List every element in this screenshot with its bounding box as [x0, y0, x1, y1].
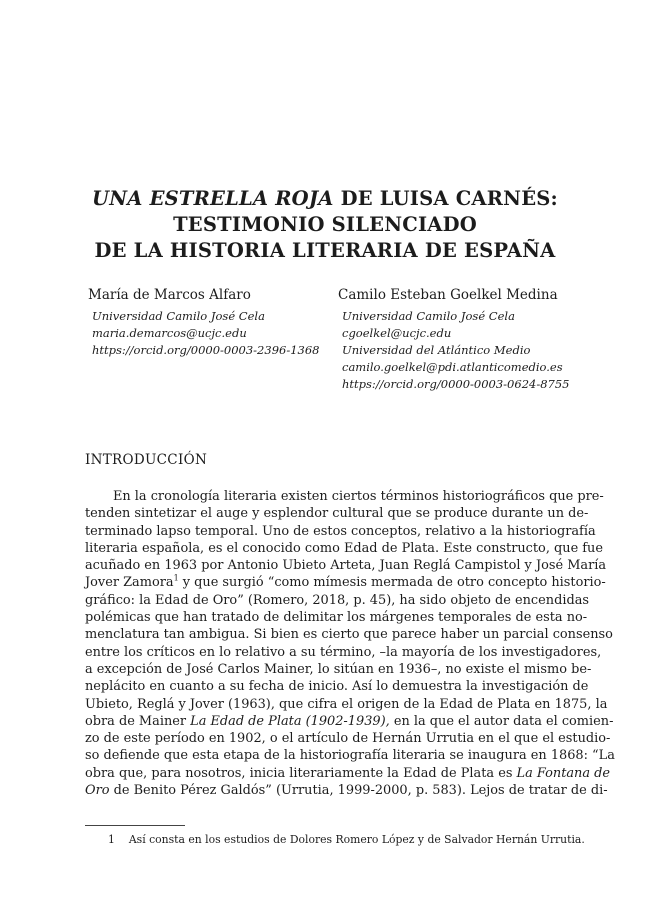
section-heading: INTRODUCCIÓN: [85, 452, 208, 468]
body-paragraph: [85, 488, 615, 799]
book-title: Oro: [85, 783, 110, 799]
body-line: terminado lapso temporal. Uno de estos conceptos, relativo a la historiografía: [85, 523, 596, 539]
title-italic-part: UNA ESTRELLA ROJA: [92, 187, 334, 210]
title-line-3: DE LA HISTORIA LITERARIA DE ESPAÑA: [94, 239, 556, 262]
body-line: gráfico: la Edad de Oro” (Romero, 2018, p. 45), ha sido objeto de encendidas: [85, 592, 590, 608]
author-name: María de Marcos Alfaro: [88, 287, 251, 303]
body-line: zo de este período en 1902, o el artículo de Hernán Urrutia en el que el estudio-: [85, 731, 611, 747]
author-orcid[interactable]: https://orcid.org/0000-0003-2396-1368: [92, 343, 320, 357]
title-line-1-rest: DE LUISA CARNÉS:: [333, 187, 558, 210]
author-block-2: [338, 285, 569, 393]
footnote-number: 1: [108, 833, 115, 846]
book-title: La Fontana de: [516, 765, 611, 781]
book-title: La Edad de Plata (1902-1939),: [190, 713, 390, 729]
body-text-run: Jover Zamora: [85, 575, 174, 591]
body-line: tenden sintetizar el auge y esplendor cultural que se produce durante un de-: [85, 506, 589, 522]
body-text-run: en la que el autor data el comien-: [389, 713, 614, 729]
body-line: menclatura tan ambigua. Si bien es cierto que parece haber un parcial consenso: [85, 627, 613, 643]
author-email[interactable]: cgoelkel@ucjc.edu: [342, 326, 452, 340]
author-orcid[interactable]: https://orcid.org/0000-0003-0624-8755: [342, 377, 570, 391]
body-line: polémicas que han tratado de delimitar los márgenes temporales de esta no-: [85, 610, 588, 626]
body-line: literaria española, es el conocido como Edad de Plata. Este constructo, que fue: [85, 540, 603, 556]
body-line: [85, 713, 614, 730]
title-line-1: [60, 186, 590, 212]
body-line: entre los críticos en lo relativo a su término, –la mayoría de los investigadores,: [85, 644, 602, 660]
author-affiliation-2: Universidad del Atlántico Medio: [342, 343, 531, 357]
title-line-2: TESTIMONIO SILENCIADO: [173, 213, 477, 236]
body-line: acuñado en 1963 por Antonio Ubieto Arteta, Juan Reglá Campistol y José María: [85, 558, 607, 574]
body-line: [85, 574, 606, 591]
body-line: [85, 782, 608, 799]
body-text-run: obra que, para nosotros, inicia literariamente la Edad de Plata es: [85, 765, 517, 781]
article-title: [60, 186, 590, 264]
author-email-2[interactable]: camilo.goelkel@pdi.atlanticomedio.es: [342, 360, 563, 374]
body-text-run: y que surgió “como mímesis mermada de otro concepto historio-: [178, 575, 606, 591]
body-line: a excepción de José Carlos Mainer, lo sitúan en 1936–, no existe el mismo be-: [85, 661, 592, 677]
author-affiliation: Universidad Camilo José Cela: [342, 309, 515, 323]
body-line: so defiende que esta etapa de la historiografía literaria se inaugura en 1868: “La: [85, 748, 615, 764]
body-line: [85, 765, 611, 782]
footnote-text: Así consta en los estudios de Dolores Romero López y de Salvador Hernán Urrutia.: [128, 833, 585, 846]
body-line: Ubieto, Reglá y Jover (1963), que cifra el origen de la Edad de Plata en 1875, la: [85, 696, 608, 712]
footnote-divider: [85, 825, 185, 826]
author-block-1: [88, 285, 319, 359]
body-line: En la cronología literaria existen ciertos términos historiográficos que pre-: [113, 489, 604, 504]
body-text-run: de Benito Pérez Galdós” (Urrutia, 1999-2000, p. 583). Lejos de tratar de di-: [109, 783, 608, 799]
author-name: Camilo Esteban Goelkel Medina: [338, 287, 558, 303]
body-line: neplácito en cuanto a su fecha de inicio. Así lo demuestra la investigación de: [85, 679, 589, 695]
author-email[interactable]: maria.demarcos@ucjc.edu: [92, 326, 247, 340]
author-affiliation: Universidad Camilo José Cela: [92, 309, 265, 323]
body-text-run: obra de Mainer: [85, 713, 191, 729]
footnote: [108, 833, 585, 846]
footnote-marker[interactable]: 1: [173, 574, 179, 584]
